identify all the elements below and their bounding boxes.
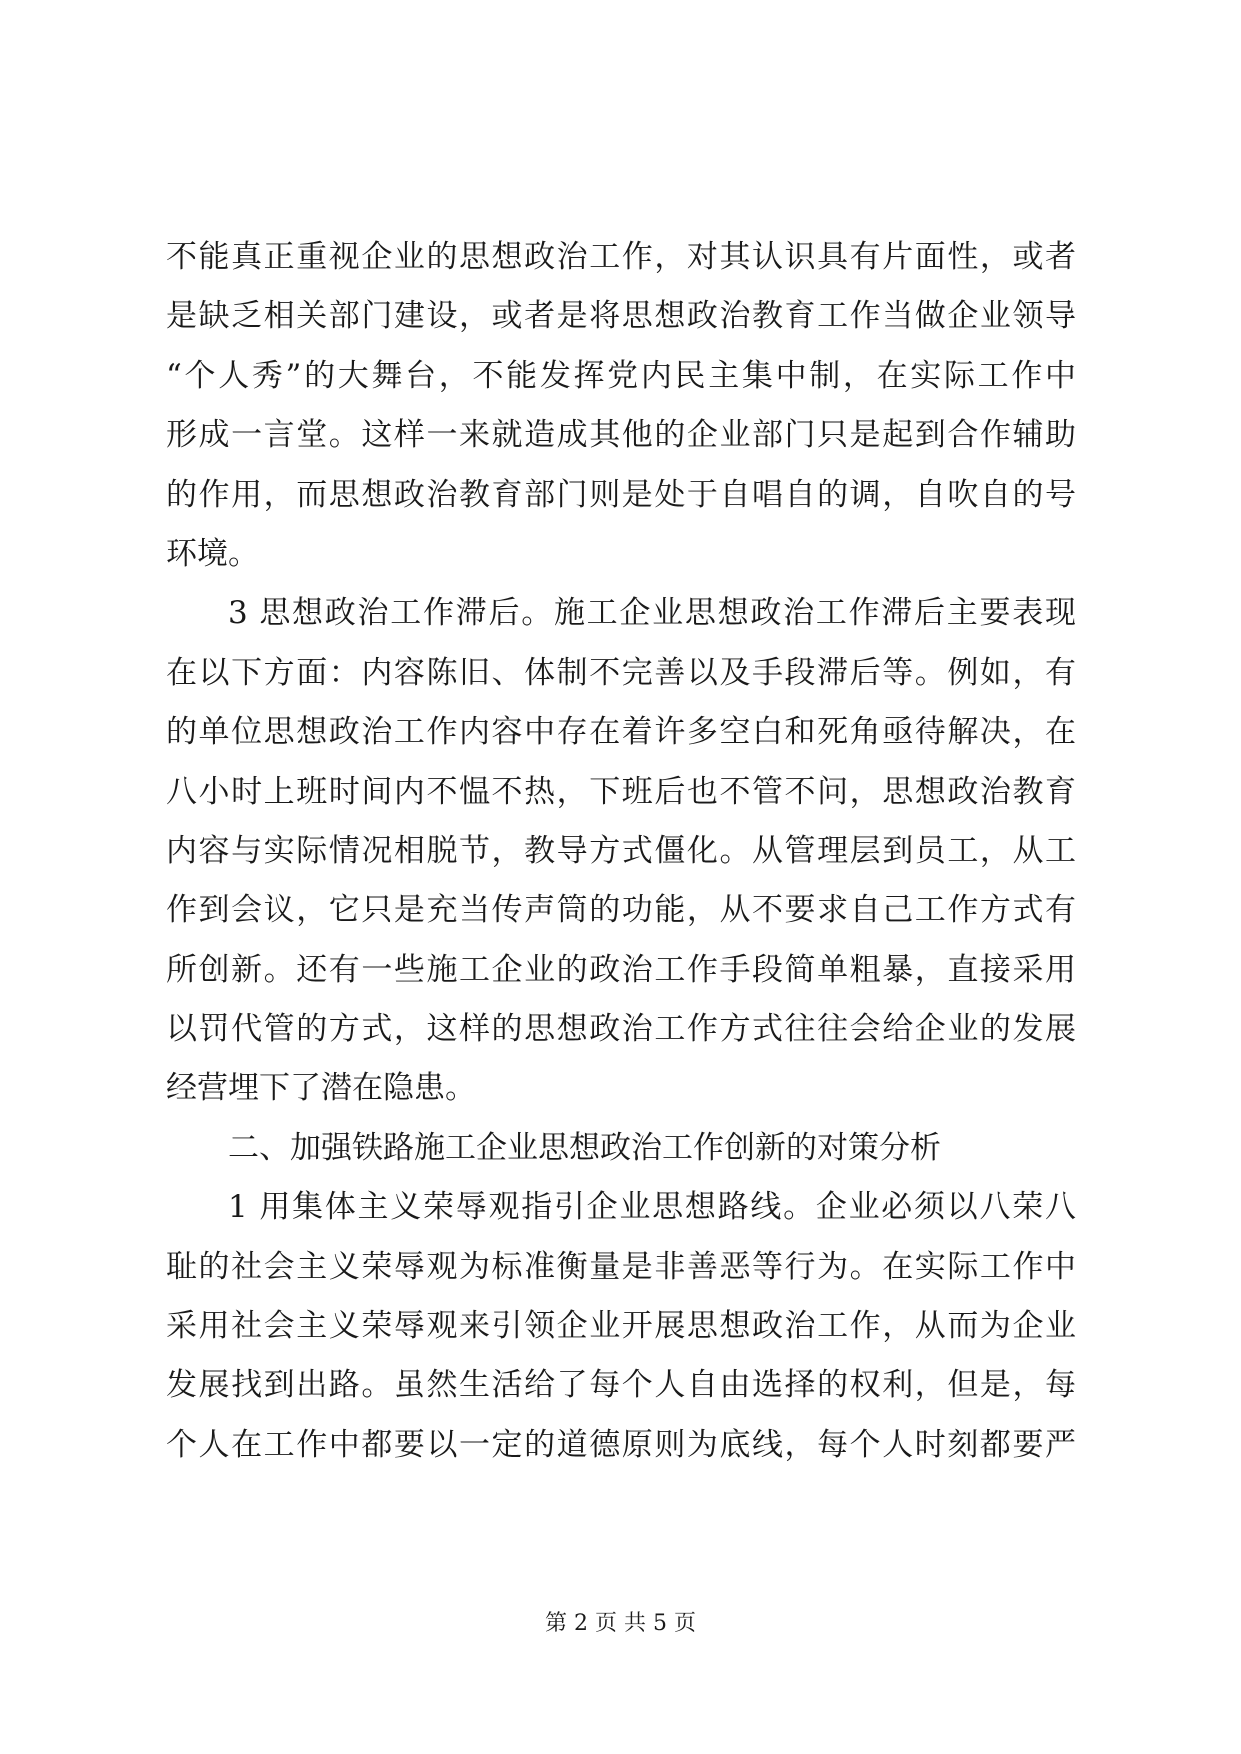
text-line-19: 采用社会主义荣辱观来引领企业开展思想政治工作，从而为企业	[166, 1308, 1076, 1345]
text-line-10: 八小时上班时间内不愠不热，下班后也不管不问，思想政治教育	[166, 773, 1076, 810]
text-line-17: 1 用集体主义荣辱观指引企业思想路线。企业必须以八荣八	[228, 1189, 1076, 1226]
text-line-20: 发展找到出路。虽然生活给了每个人自由选择的权利，但是，每	[166, 1367, 1076, 1404]
section-heading: 二、加强铁路施工企业思想政治工作创新的对策分析	[228, 1129, 941, 1166]
text-line-14: 以罚代管的方式，这样的思想政治工作方式往往会给企业的发展	[166, 1011, 1076, 1048]
text-line-21: 个人在工作中都要以一定的道德原则为底线，每个人时刻都要严	[166, 1426, 1076, 1463]
body-text	[166, 228, 1076, 1475]
page-number-footer: 第 2 页 共 5 页	[545, 1611, 696, 1636]
text-line-8: 在以下方面：内容陈旧、体制不完善以及手段滞后等。例如，有	[166, 654, 1076, 691]
text-line-1: 不能真正重视企业的思想政治工作，对其认识具有片面性，或者	[166, 239, 1076, 275]
text-line-18: 耻的社会主义荣辱观为标准衡量是非善恶等行为。在实际工作中	[166, 1248, 1076, 1285]
text-line-6: 环境。	[166, 535, 259, 572]
text-line-15: 经营埋下了潜在隐患。	[166, 1070, 476, 1107]
text-line-11: 内容与实际情况相脱节，教导方式僵化。从管理层到员工，从工	[166, 832, 1076, 869]
text-line-13: 所创新。还有一些施工企业的政治工作手段简单粗暴，直接采用	[166, 951, 1076, 988]
text-line-3: “个人秀”的大舞台，不能发挥党内民主集中制，在实际工作中	[166, 357, 1076, 394]
text-line-5: 的作用，而思想政治教育部门则是处于自唱自的调，自吹自的号	[166, 476, 1076, 513]
text-line-4: 形成一言堂。这样一来就造成其他的企业部门只是起到合作辅助	[166, 417, 1076, 454]
text-line-2: 是缺乏相关部门建设，或者是将思想政治教育工作当做企业领导	[166, 298, 1076, 335]
text-line-9: 的单位思想政治工作内容中存在着许多空白和死角亟待解决，在	[166, 714, 1076, 751]
text-line-12: 作到会议，它只是充当传声筒的功能，从不要求自己工作方式有	[166, 892, 1076, 929]
text-line-7: 3 思想政治工作滞后。施工企业思想政治工作滞后主要表现	[228, 595, 1076, 632]
